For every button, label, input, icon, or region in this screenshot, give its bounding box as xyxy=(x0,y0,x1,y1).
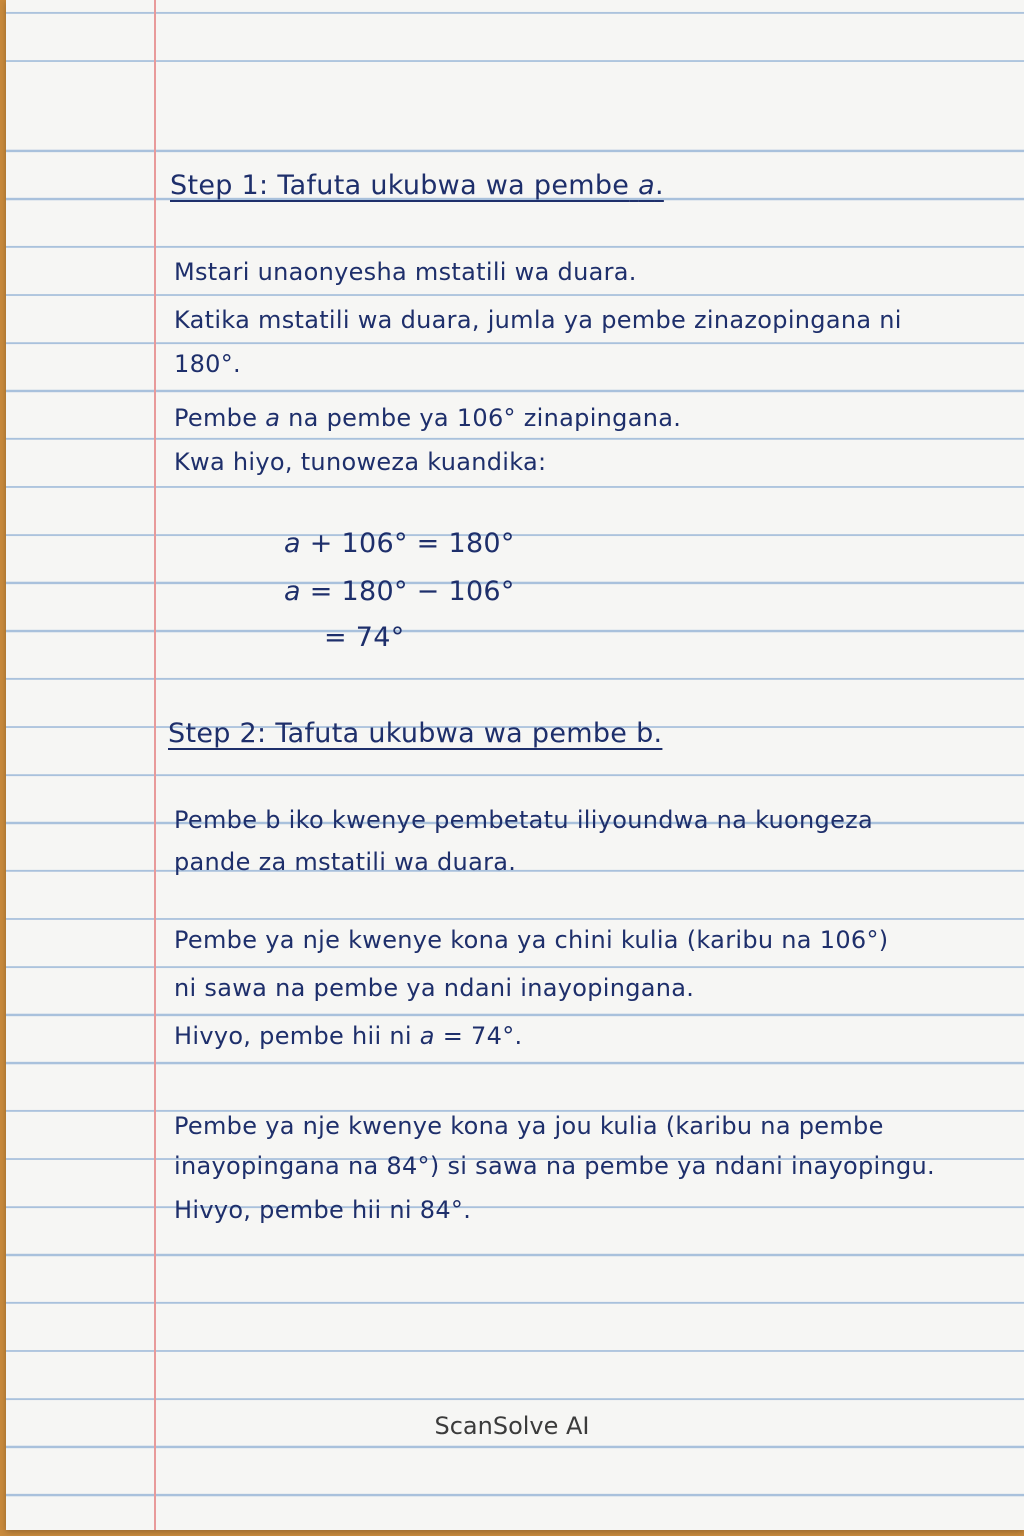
step1-heading-text: Step 1: Tafuta ukubwa wa pembe xyxy=(170,170,630,201)
step1-line-4 xyxy=(174,404,681,432)
step2-p3-line-3: Hivyo, pembe hii ni 84°. xyxy=(174,1196,472,1224)
step1-line-2: Katika mstatili wa duara, jumla ya pembe zinazopingana ni xyxy=(174,306,902,334)
step2-heading: Step 2: Tafuta ukubwa wa pembe b. xyxy=(168,718,663,749)
step2-p3-line-2: inayopingana na 84°) si sawa na pembe ya ndani inayopingu. xyxy=(174,1152,935,1180)
equation-2-rest: = 180° − 106° xyxy=(309,576,515,607)
step1-line-3: 180°. xyxy=(174,350,241,378)
step1-line4-var: a xyxy=(265,404,281,432)
step1-heading xyxy=(170,170,664,201)
step2-p2-line3-end: = 74°. xyxy=(442,1022,523,1050)
equation-1-rest: + 106° = 180° xyxy=(309,528,515,559)
equation-2-var: a xyxy=(284,576,301,607)
step1-line-1: Mstari unaonyesha mstatili wa duara. xyxy=(174,258,637,286)
step2-p2-line-3 xyxy=(174,1022,522,1050)
step1-heading-end: . xyxy=(654,170,664,201)
step1-line4-end: na pembe ya 106° zinapingana. xyxy=(288,404,682,432)
equation-1 xyxy=(284,528,515,559)
step2-p1-line-2: pande za mstatili wa duara. xyxy=(174,848,517,876)
margin-line xyxy=(154,0,156,1530)
notebook-page xyxy=(6,0,1024,1530)
step2-p2-line-1: Pembe ya nje kwenye kona ya chini kulia (karibu na 106°) xyxy=(174,926,889,954)
equation-2 xyxy=(284,576,515,607)
equation-1-var: a xyxy=(284,528,301,559)
step1-heading-var: a xyxy=(638,170,655,201)
equation-3: = 74° xyxy=(324,622,405,653)
step2-p2-line3-var: a xyxy=(419,1022,435,1050)
step1-line-5: Kwa hiyo, tunoweza kuandika: xyxy=(174,448,547,476)
step2-p2-line-2: ni sawa na pembe ya ndani inayopingana. xyxy=(174,974,695,1002)
step1-line4-start: Pembe xyxy=(174,404,258,432)
step2-p3-line-1: Pembe ya nje kwenye kona ya jou kulia (karibu na pembe xyxy=(174,1112,884,1140)
step2-p2-line3-start: Hivyo, pembe hii ni xyxy=(174,1022,412,1050)
footer-brand: ScanSolve AI xyxy=(434,1412,590,1440)
step2-p1-line-1: Pembe b iko kwenye pembetatu iliyoundwa na kuongeza xyxy=(174,806,874,834)
